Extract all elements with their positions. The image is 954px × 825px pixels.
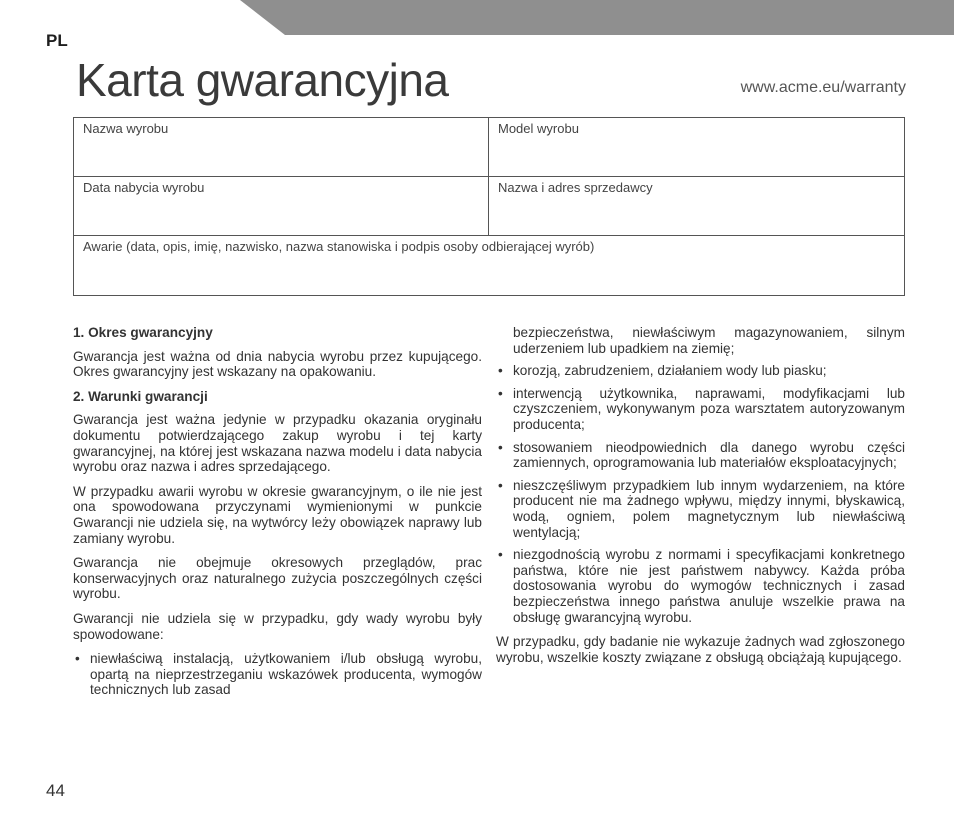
bullet-icon: • (498, 363, 503, 379)
exclusions-list (73, 651, 482, 698)
exclusions-list-continued (496, 363, 905, 625)
list-item (496, 440, 905, 471)
page-title: Karta gwarancyjna (76, 54, 449, 106)
bullet-icon: • (498, 439, 503, 455)
bullet-4-text: stosowaniem nieodpowiednich dla danego wyrobu części zamiennych, oprogramowania lub materiałów eksploatacyjnych; (513, 439, 905, 471)
purchase-date-field[interactable] (74, 177, 489, 236)
section1-heading: 1. Okres gwarancyjny (73, 325, 213, 340)
failures-label: Awarie (data, opis, imię, nazwisko, nazwa stanowiska i podpis osoby odbierającej wyrób) (83, 239, 595, 254)
product-name-label: Nazwa wyrobu (83, 121, 169, 136)
bullet-icon: • (498, 547, 503, 563)
bullet-1-text: niewłaściwą instalacją, użytkowaniem i/lub obsługą wyrobu, opartą na nieprzestrzeganiu wskazówek producenta, wymogów technicznych lub zasad (90, 651, 482, 698)
product-name-field[interactable] (74, 118, 489, 177)
purchase-date-label: Data nabycia wyrobu (83, 180, 205, 195)
bullet-3-text: interwencją użytkownika, naprawami, modyfikacjami lub czyszczeniem, wykonywanym poza warsztatem autoryzowanym producenta; (513, 385, 905, 432)
section2-paragraph-1: Gwarancja jest ważna jedynie w przypadku okazania oryginału dokumentu potwierdzającego zakup wyrobu i tej karty gwarancyjnej, na której jest wskazana nazwa modelu i data nabycia wyrobu oraz nazwa i adres sprzedającego. (73, 412, 482, 475)
bullet-6-text: niezgodnością wyrobu z normami i specyfikacjami konkretnego państwa, które nie jest państwem nabywcy. Każda próba dostosowania wyrobu do wymogów technicznych i zasad bezpieczeństwa innego państwa anuluje wszelkie prawa na obsługę gwarancyjną wyrobu. (513, 547, 905, 625)
section2-paragraph-2: W przypadku awarii wyrobu w okresie gwarancyjnym, o ile nie jest ona spowodowana przyczynami wymienionymi w punkcie Gwarancji nie udziela się, na wytwórcy leży obowiązek naprawy lub zamiany wyrobu. (73, 483, 482, 546)
list-item (73, 651, 482, 698)
seller-label: Nazwa i adres sprzedawcy (498, 180, 653, 195)
failures-field[interactable] (74, 236, 904, 295)
warranty-url: www.acme.eu/warranty (740, 79, 906, 96)
right-column (496, 325, 905, 674)
section2-paragraph-4: Gwarancji nie udziela się w przypadku, gdy wady wyrobu były spowodowane: (73, 610, 482, 642)
seller-field[interactable] (489, 177, 904, 236)
bullet-icon: • (75, 651, 80, 667)
list-item (496, 386, 905, 433)
warranty-form-table (73, 117, 905, 296)
header-tab-decoration (240, 0, 954, 35)
product-model-field[interactable] (489, 118, 904, 177)
bullet-1-continuation: bezpieczeństwa, niewłaściwym magazynowaniem, silnym uderzeniem lub upadkiem na ziemię; (513, 325, 905, 356)
section2-paragraph-3: Gwarancja nie obejmuje okresowych przeglądów, prac konserwacyjnych oraz naturalnego zużycia poszczególnych części wyrobu. (73, 555, 482, 602)
section1-paragraph: Gwarancja jest ważna od dnia nabycia wyrobu przez kupującego. Okres gwarancyjny jest wskazany na opakowaniu. (73, 348, 482, 380)
list-item (496, 363, 905, 379)
bullet-5-text: nieszczęśliwym przypadkiem lub innym wydarzeniem, na które producent nie ma żadnego wpływu, między innymi, błyskawicą, wodą, ogniem, polem magnetycznym lub niewłaściwą wentylacją; (513, 477, 905, 540)
bullet-2-text: korozją, zabrudzeniem, działaniem wody lub piasku; (513, 363, 827, 379)
section2-heading: 2. Warunki gwarancji (73, 388, 208, 404)
language-code: PL (46, 31, 68, 50)
product-model-label: Model wyrobu (498, 121, 579, 136)
bullet-icon: • (498, 477, 503, 493)
list-item (496, 478, 905, 540)
bullet-icon: • (498, 385, 503, 401)
final-paragraph: W przypadku, gdy badanie nie wykazuje żadnych wad zgłoszonego wyrobu, wszelkie koszty związane z obsługą obciążają kupującego. (496, 634, 905, 665)
left-column (73, 325, 482, 707)
list-item (496, 547, 905, 625)
page-number: 44 (46, 781, 65, 800)
